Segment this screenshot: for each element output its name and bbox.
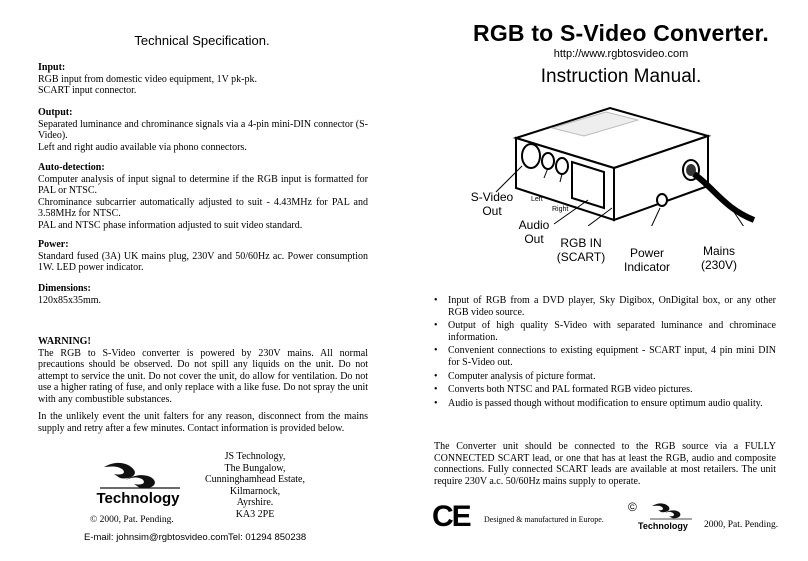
copyright-note-right: 2000, Pat. Pending. xyxy=(704,520,779,530)
list-item: • Converts both NTSC and PAL formated RGB video pictures. xyxy=(434,384,776,396)
feature-list xyxy=(434,295,776,411)
section-line: Separated luminance and chrominance signals via a 4-pin mini-DIN connector (S-Video). xyxy=(38,118,368,142)
section-line: SCART input connector. xyxy=(38,85,137,97)
address-line: The Bungalow, xyxy=(224,462,286,474)
list-item: • Output of high quality S-Video with separated luminance and chrominace information. xyxy=(434,320,776,343)
section-heading: Auto-detection: xyxy=(38,162,105,173)
label-line: S-Video xyxy=(470,190,514,204)
label-line: Out xyxy=(482,204,502,218)
label-line: Audio xyxy=(518,218,550,232)
website-url: http://www.rgbtosvideo.com xyxy=(553,48,689,60)
left-label: Left xyxy=(531,196,543,203)
label-line: Out xyxy=(524,232,544,246)
label-line: Power xyxy=(629,246,664,260)
contact-phone: Tel: 01294 850238 xyxy=(228,532,307,543)
product-title: RGB to S-Video Converter. xyxy=(473,20,769,46)
connection-paragraph: The Converter unit should be connected to the RGB source via a FULLY CONNECTED SCART lead, or one that has at least the RGB, audio and composite connections. Fully connected SCART leads are available at most retailers. The unit require 230V a.c. 50/60Hz mains supply to operate. xyxy=(434,441,776,487)
mains-label xyxy=(692,244,746,272)
warning-text: The RGB to S-Video converter is powered by 230V mains. All normal precautions should be observed. Do not spill any liquids on the unit. Do not attempt to service the unit. Do not cover the unit, do allow for ventilation. Do not use a higher rating of fuse, and only replace with a like fuse. Do not spray the unit with any combustible substances. xyxy=(38,347,368,405)
right-label: Right xyxy=(552,206,569,213)
label-line: Mains xyxy=(702,244,735,258)
section-heading: Power: xyxy=(38,239,69,250)
spec-section-input xyxy=(38,62,368,97)
section-line: Chrominance subcarrier automatically adjusted to suit - 4.43MHz for PAL and 3.58MHz for NTSC. xyxy=(38,196,368,220)
address-line: KA3 2PE xyxy=(235,508,275,520)
warning-heading: WARNING! xyxy=(38,336,91,347)
js-technology-logo-small xyxy=(648,500,694,522)
contact-email: E-mail: johnsim@rgbtosvideo.com xyxy=(84,532,229,543)
address-line: Ayrshire. xyxy=(236,497,274,508)
list-item: • Audio is passed though without modification to ensure optimum audio quality. xyxy=(434,398,776,410)
manual-page xyxy=(404,0,808,561)
section-line: PAL and NTSC phase information adjusted to suit video standard. xyxy=(38,219,303,231)
copyright-note: © 2000, Pat. Pending. xyxy=(90,515,174,525)
section-line: Computer analysis of input signal to determine if the RGB input is formatted for PAL or NTSC. xyxy=(38,173,368,197)
manual-subtitle: Instruction Manual. xyxy=(540,66,702,87)
label-line: RGB IN xyxy=(560,236,602,250)
label-line: (230V) xyxy=(700,258,738,272)
section-line: Standard fused (3A) UK mains plug, 230V and 50/60Hz ac. Power consumption 1W. LED power indicator. xyxy=(38,250,368,274)
section-heading: Input: xyxy=(38,62,66,73)
ce-mark: CE xyxy=(432,500,470,533)
spec-section-power xyxy=(38,239,368,274)
section-line: RGB input from domestic video equipment, 1V pk-pk. xyxy=(38,73,257,85)
svideo-out-label xyxy=(466,190,518,218)
spec-section-dimensions xyxy=(38,283,368,306)
audio-out-label xyxy=(510,218,558,246)
spec-title: Technical Specification. xyxy=(134,33,270,48)
logo-wordmark-small: Technology xyxy=(638,521,688,531)
section-heading: Output: xyxy=(38,107,73,118)
section-line: Left and right audio available via phono connectors. xyxy=(38,141,247,153)
section-line: 120x85x35mm. xyxy=(38,294,102,306)
logo-wordmark: Technology xyxy=(96,490,180,507)
rgb-in-label xyxy=(554,236,608,264)
list-item: • Computer analysis of picture format. xyxy=(434,371,776,383)
section-heading: Dimensions: xyxy=(38,283,91,294)
address-line: Cunninghamhead Estate, xyxy=(205,474,305,485)
address-line: Kilmarnock, xyxy=(229,485,281,497)
made-in-europe: Designed & manufactured in Europe. xyxy=(484,515,604,524)
spec-section-auto-detection xyxy=(38,162,368,232)
copyright-symbol: © xyxy=(628,500,637,514)
contact-address xyxy=(200,451,310,520)
list-item: • Convenient connections to existing equipment - SCART input, 4 pin mini DIN for S-Video out. xyxy=(434,345,776,368)
label-line: (SCART) xyxy=(556,250,606,264)
address-line: JS Technology, xyxy=(224,451,286,462)
spec-section-output xyxy=(38,107,368,153)
warning-block xyxy=(38,336,368,406)
label-line: Indicator xyxy=(623,260,671,274)
list-item: • Input of RGB from a DVD player, Sky Digibox, OnDigital box, or any other RGB video source. xyxy=(434,295,776,318)
fault-text: In the unlikely event the unit falters for any reason, disconnect from the mains supply and retry after a few minutes. Contact information is provided below. xyxy=(38,411,368,434)
power-indicator-label xyxy=(616,246,678,274)
